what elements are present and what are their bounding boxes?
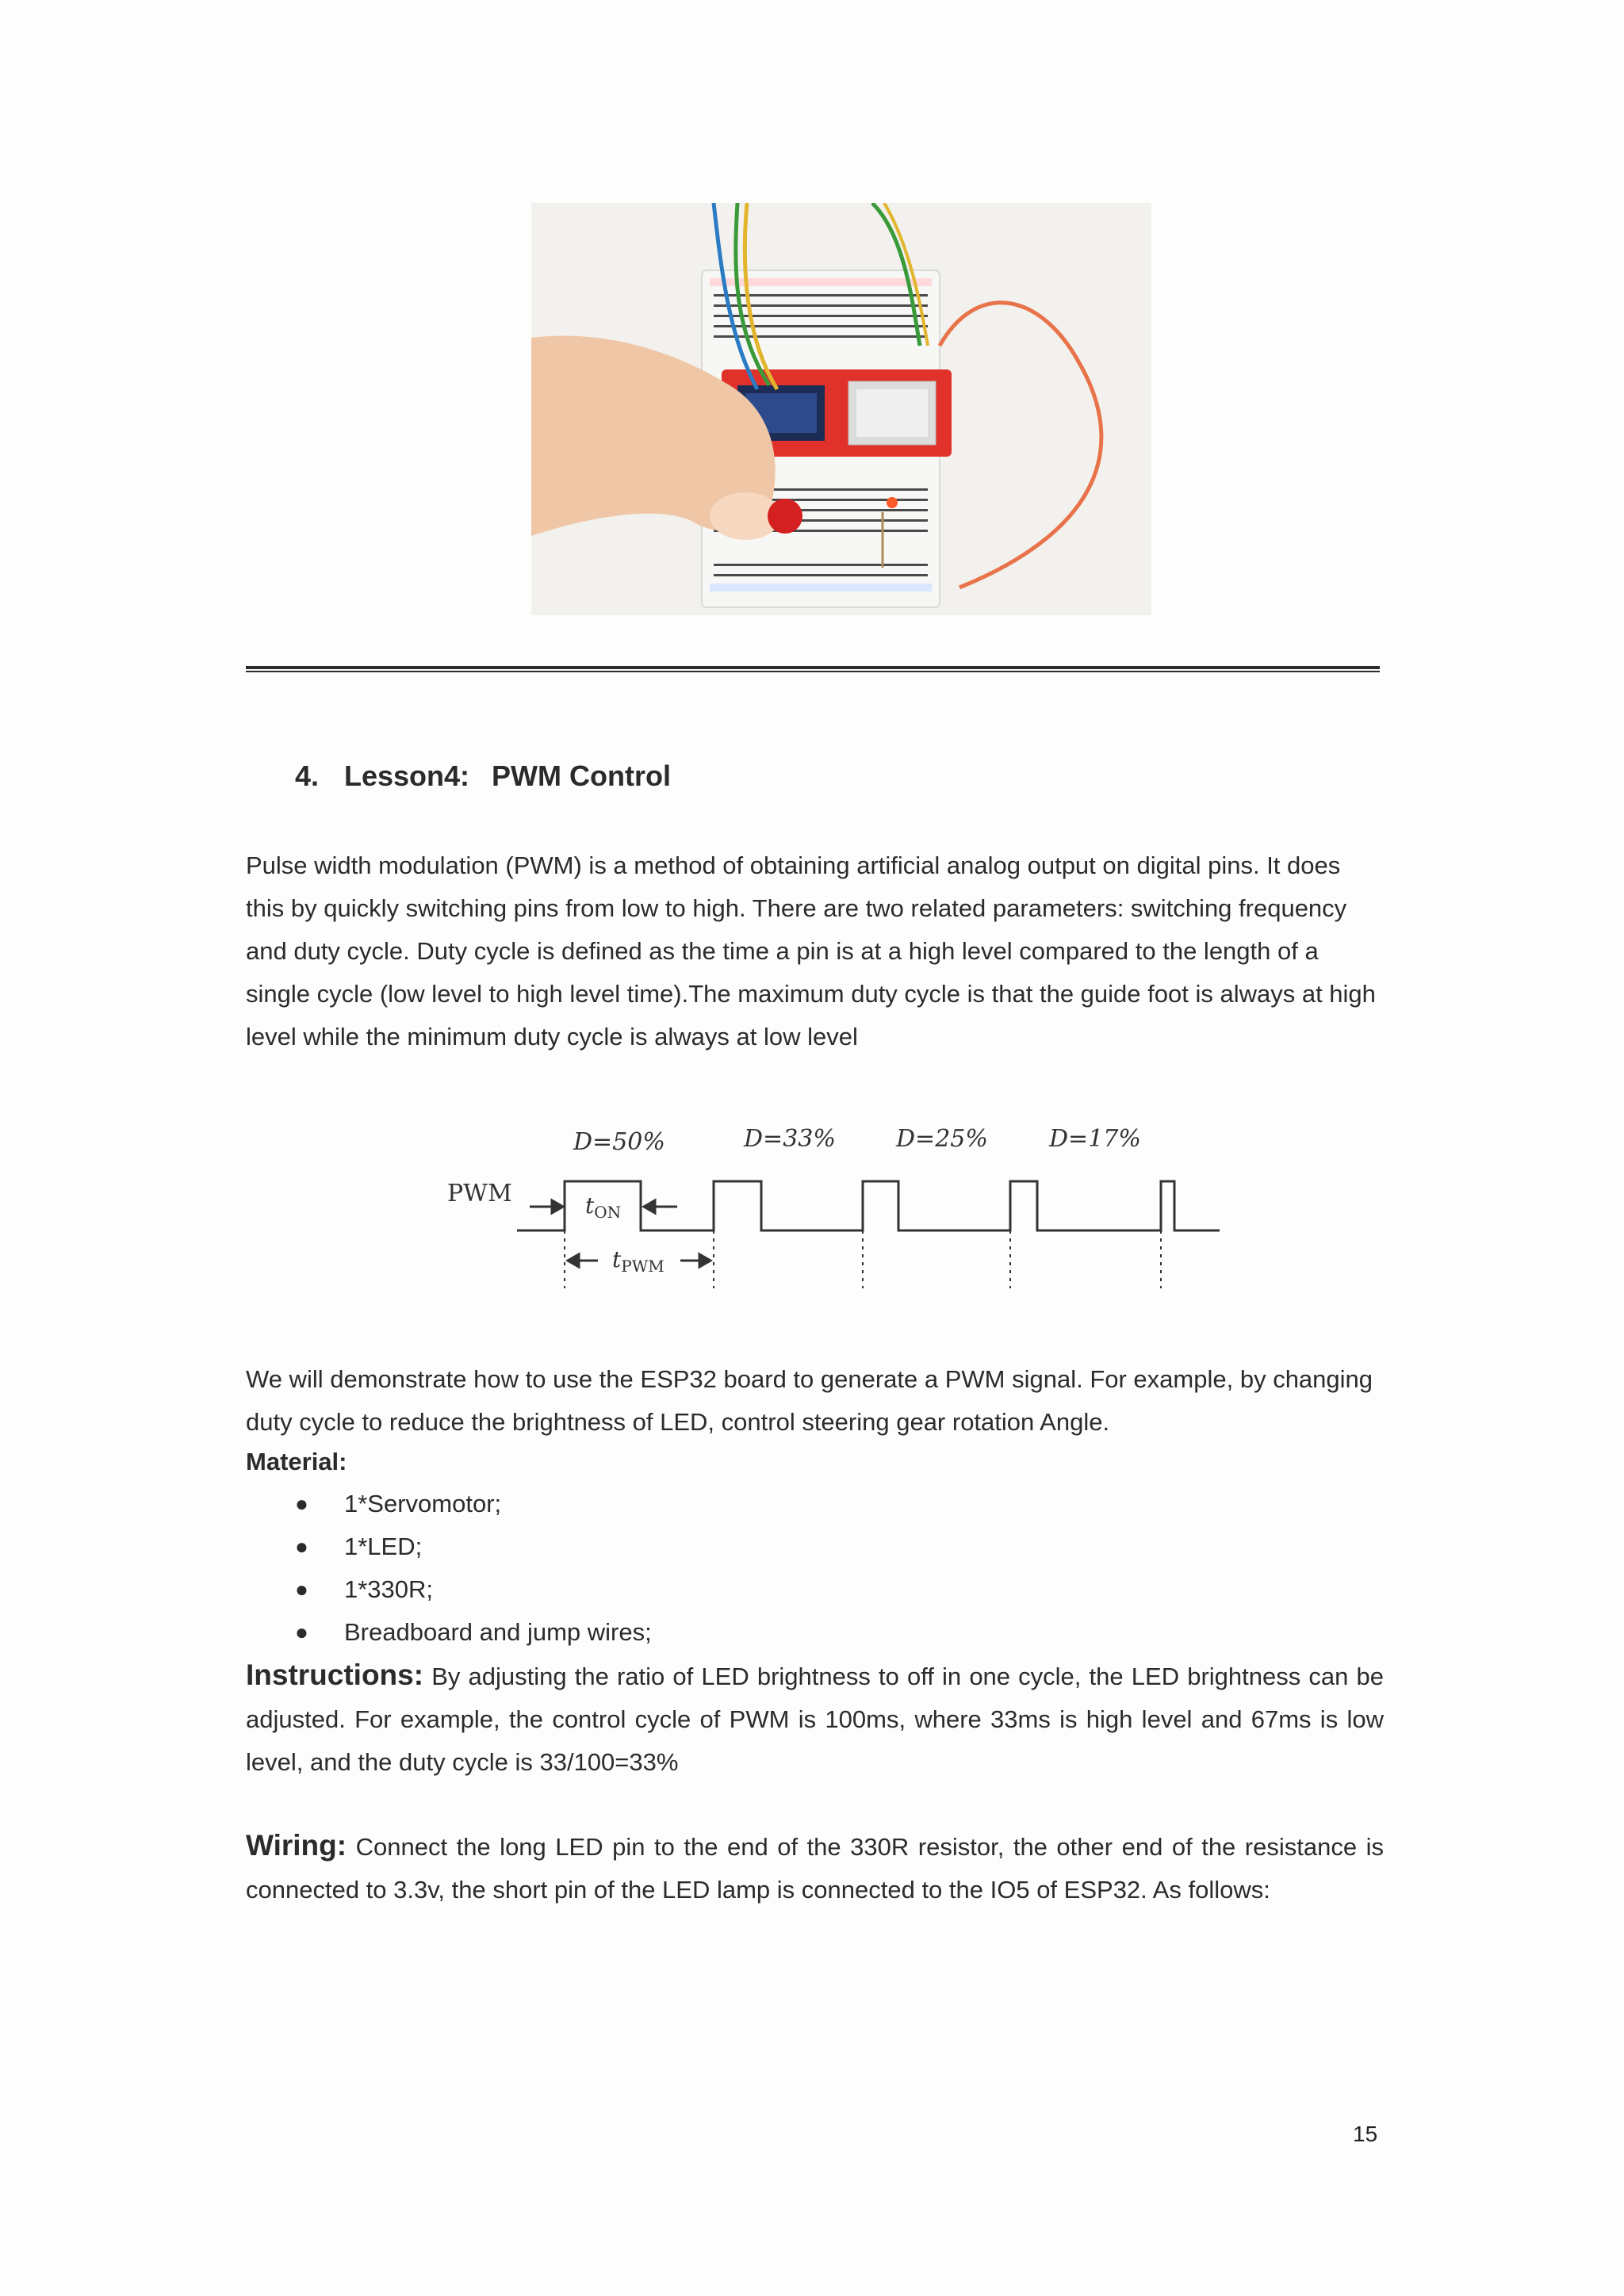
duty-label-25: D=25% bbox=[896, 1125, 988, 1153]
page-number: 15 bbox=[1353, 2122, 1378, 2146]
instructions-paragraph bbox=[246, 1654, 1384, 1784]
duty-label-17: D=17% bbox=[1049, 1125, 1141, 1153]
heading-number: 4. bbox=[295, 760, 320, 792]
section-divider bbox=[246, 666, 1380, 672]
wiring-text: Connect the long LED pin to the end of the 330R resistor, the other end of the resistance is connected to 3.3v, the short pin of the LED lamp is connected to the IO5 of ESP32. As follows: bbox=[246, 1833, 1384, 1904]
list-item: ● 1*Servomotor; bbox=[295, 1490, 502, 1517]
pwm-signal-label: PWM bbox=[447, 1180, 512, 1207]
pwm-waveform-diagram bbox=[428, 1110, 1245, 1300]
instructions-label: Instructions: bbox=[246, 1659, 424, 1691]
instructions-text: By adjusting the ratio of LED brightness to off in one cycle, the LED brightness can be adjusted. For example, the control cycle of PWM is 100ms, where 33ms is high level and 67ms is low level, and the duty cycle is 33/100=33% bbox=[246, 1663, 1384, 1776]
section-heading bbox=[295, 760, 671, 793]
heading-title: PWM Control bbox=[492, 760, 671, 792]
list-item: ● 1*LED; bbox=[295, 1533, 423, 1560]
demo-paragraph: We will demonstrate how to use the ESP32 board to generate a PWM signal. For example, by changing duty cycle to reduce the brightness of LED, control steering gear rotation Angle. bbox=[246, 1365, 1373, 1436]
list-item: ● Breadboard and jump wires; bbox=[295, 1618, 652, 1646]
wiring-paragraph bbox=[246, 1824, 1384, 1911]
duty-label-50: D=50% bbox=[573, 1128, 665, 1156]
material-label: Material: bbox=[246, 1448, 347, 1475]
list-item: ● 1*330R; bbox=[295, 1575, 434, 1603]
t-on-label: $t_{ON}$ bbox=[585, 1192, 622, 1222]
t-pwm-label: $t_{PWM}$ bbox=[612, 1246, 665, 1276]
intro-paragraph: Pulse width modulation (PWM) is a method of obtaining artificial analog output on digital pins. It does this by quickly switching pins from low to high. There are two related parameters: switching frequency and duty cycle. Duty cycle is defined as the time a pin is at a high level compared to the length of a single cycle (low level to high level time).The maximum duty cycle is that the guide foot is always at high level while the minimum duty cycle is always at low level bbox=[246, 851, 1376, 1050]
esp32-breadboard-photo bbox=[531, 203, 1151, 615]
wiring-label: Wiring: bbox=[246, 1829, 347, 1862]
heading-prefix: Lesson4: bbox=[344, 760, 470, 792]
material-list bbox=[246, 1483, 1356, 1654]
duty-label-33: D=33% bbox=[744, 1125, 836, 1153]
